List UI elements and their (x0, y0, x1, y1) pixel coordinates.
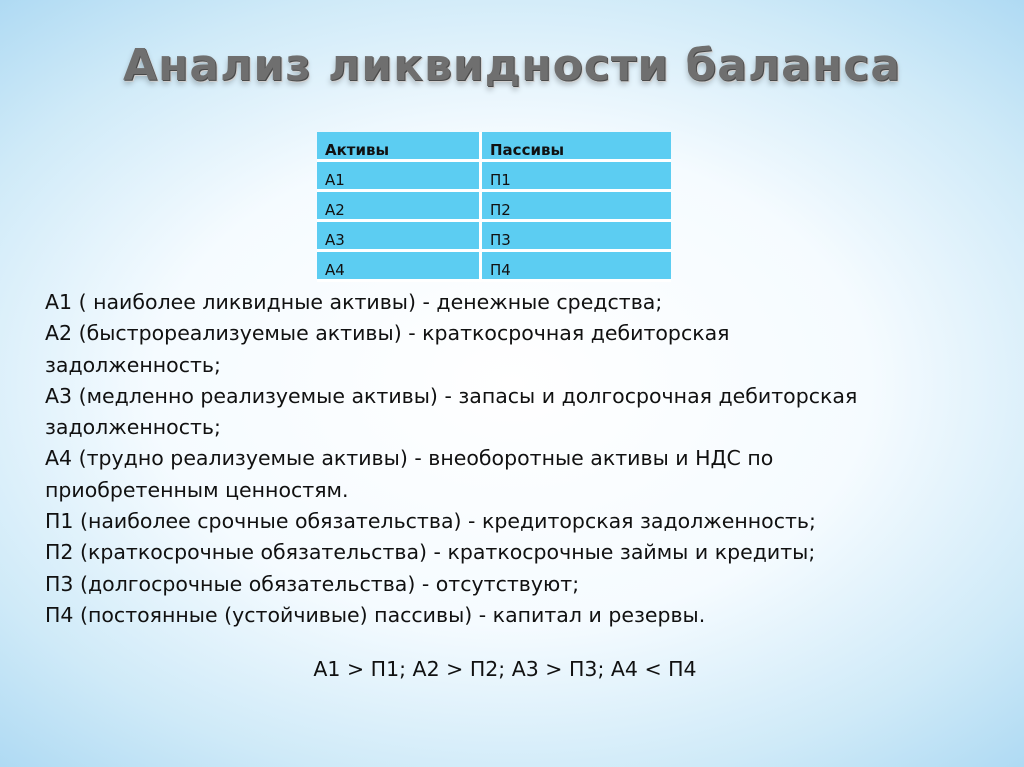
liquidity-condition: А1 > П1; А2 > П2; А3 > П3; А4 < П4 (313, 657, 697, 681)
text-line: приобретенным ценностям. (45, 477, 349, 502)
text-line: П4 (постоянные (устойчивые) пассивы) - капитал и резервы. (45, 602, 706, 627)
definitions-text (45, 287, 995, 631)
text-line: задолженность; (45, 352, 221, 377)
text-line: П2 (краткосрочные обязательства) - краткосрочные займы и кредиты; (45, 540, 816, 565)
table-header-liabilities: Пассивы (482, 132, 671, 162)
table-cell: П4 (482, 252, 671, 282)
text-line: А1 ( наиболее ликвидные активы) - денежные средства; (45, 290, 663, 314)
table-row (317, 162, 671, 192)
text-line: П1 (наиболее срочные обязательства) - кредиторская задолженность; (45, 509, 816, 534)
table-cell: А4 (317, 252, 482, 282)
text-line: П3 (долгосрочные обязательства) - отсутствуют; (45, 571, 580, 596)
table-cell: А2 (317, 192, 482, 222)
table-cell: А3 (317, 222, 482, 252)
table-cell: П2 (482, 192, 671, 222)
table-row (317, 192, 671, 222)
liquidity-table (317, 132, 671, 282)
table-cell: П3 (482, 222, 671, 252)
text-line: задолженность; (45, 415, 221, 440)
table-row (317, 252, 671, 282)
text-line: А2 (быстрореализуемые активы) - краткосрочная дебиторская (45, 321, 730, 346)
table-header-assets: Активы (317, 132, 482, 162)
text-line: А4 (трудно реализуемые активы) - внеоборотные активы и НДС по (45, 446, 774, 471)
text-line: А3 (медленно реализуемые активы) - запасы и долгосрочная дебиторская (45, 383, 858, 408)
table-cell: П1 (482, 162, 671, 192)
table-header-row (317, 132, 671, 162)
table-cell: А1 (317, 162, 482, 192)
table-row (317, 222, 671, 252)
slide-title: Анализ ликвидности баланса (122, 40, 902, 91)
